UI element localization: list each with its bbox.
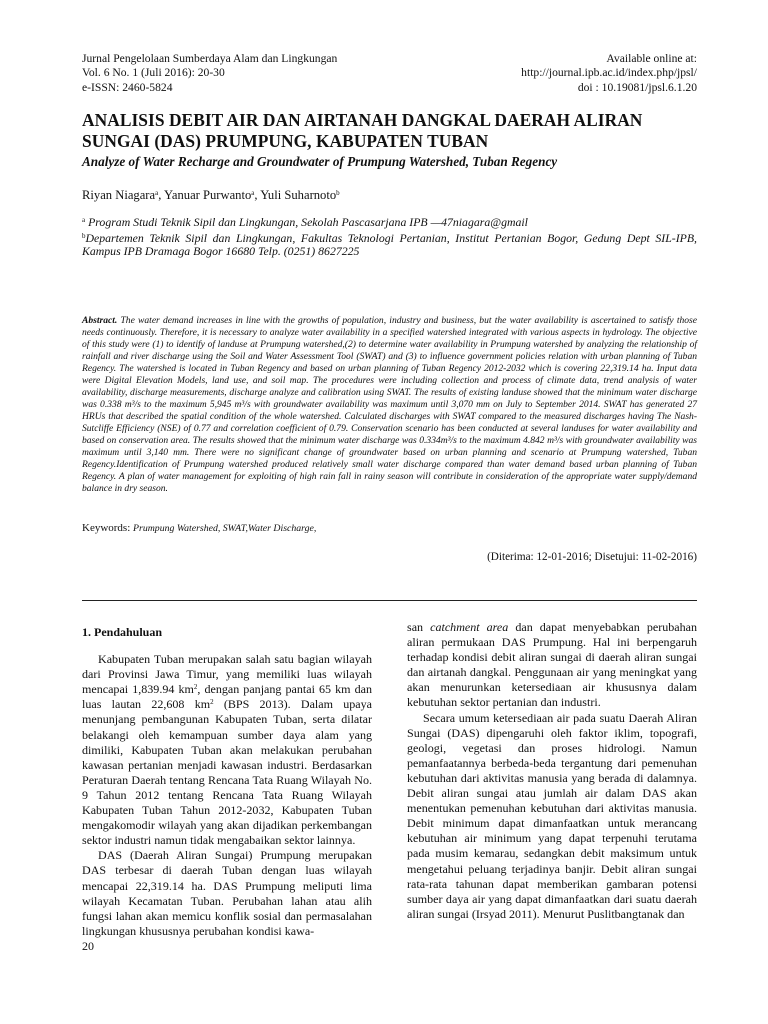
paragraph: DAS (Daerah Aliran Sungai) Prumpung merupakan DAS terbesar di daerah Tuban dengan luas wilayah mencapai 22,319.14 ha. DAS Prumpung meliputi lima wilayah Kecamatan Tuban. Perubahan lahan atau alih fungsi lahan akan memicu konflik sosial dan permasalahan lingkungan khususnya perubahan kondisi kawa-	[82, 848, 372, 938]
body-columns	[82, 620, 697, 954]
keywords-value: Prumpung Watershed, SWAT,Water Discharge,	[133, 523, 317, 535]
paper-subtitle: Analyze of Water Recharge and Groundwater of Prumpung Watershed, Tuban Regency	[82, 154, 558, 170]
author-1: Riyan Niagara	[82, 188, 156, 203]
author-sep: ,	[158, 188, 165, 203]
affiliation-b: $^b$Departemen Teknik Sipil dan Lingkungan, Fakultas Teknologi Pertanian, Institut Pertanian Bogor, Gedung Dept SIL-IPB, Kampus IPB Dramaga Bogor 16680 Telp. (0251) 8627225	[82, 230, 697, 259]
header-right	[521, 52, 697, 95]
journal-url[interactable]: http://journal.ipb.ac.id/index.php/jpsl/	[521, 66, 697, 80]
author-3: Yuli Suharnoto	[260, 188, 337, 203]
author-2: Yanuar Purwanto	[164, 188, 252, 203]
abstract	[82, 315, 697, 496]
author-list	[82, 186, 697, 203]
author-3-affil: b	[336, 189, 340, 198]
abstract-text: The water demand increases in line with the growths of population, industry and business, but the water availability is ascertained to satisfy those needs continuously. Therefore, it is necessary to analyze water availability in a specified watershed integrated with various aspects in hydrology. The objective of this study were (1) to identify of landuse at Prumpung watershed,(2) to determine water availability in Prumpung watershed by analyzing the relationship of rainfall and river discharge using the Soil and Water Assessment Tool (SWAT) and (3) to influence government policies relation with urban planning of Tuban Regency. The watershed is located in Tuban Regency and based on urban planning of Tuban Regency 2012-2032 which is covering 22,319.14 ha. Input data were Digital Elevation Models, land use, and soil map. The procedures were including collection and process of climate data, trend analysis of water availability, discharge measurements, discharge analyze and calibration using SWAT. The results of existing landuse showed that the minimum water discharge was 0.338 m³/s to the maximum 5,945 m³/s with groundwater availability was maximum until 3,070 mm on July to September 2014. SWAT has generated 27 HRUs that described the spatial condition of the whole watershed. Calculated discharges with SWAT compared to the measured discharges having The Nash-Sutcliffe Efficiency (NSE) of 0.77 and correlation coefficient of 0.79. Conservation scenario has been conducted at several landuses for water availability and based on conservation area. The results showed that the minimum water discharge was 0.334m³/s to the maximum 4.842 m³/s with groundwater availability was maximum until 3,140 mm. There were no significant change of groundwater based on urban planning and scenario at Prumpung watershed, Tuban Regency.Identification of Prumpung watershed produced relatively small water discharge compared than water demand based urban planning of Tuban Regency. A plan of water management for exploiting of high rain fall in rainy season will contribute in consideration of the appropriate water supply/demand balance in dry season.	[82, 314, 697, 495]
journal-volume: Vol. 6 No. 1 (Juli 2016): 20-30	[82, 66, 225, 80]
author-sep: ,	[254, 188, 261, 203]
paper-title-line1: ANALISIS DEBIT AIR DAN AIRTANAH DANGKAL DAERAH ALIRAN	[82, 110, 643, 131]
page-number: 20	[82, 938, 94, 953]
affiliations	[82, 214, 697, 259]
left-column	[82, 620, 372, 954]
author-1-affil: a	[155, 189, 159, 198]
journal-doi[interactable]: doi : 10.19081/jpsl.6.1.20	[577, 80, 697, 94]
paragraph: Kabupaten Tuban merupakan salah satu bagian wilayah dari Provinsi Jawa Timur, yang memiliki luas wilayah mencapai 1,839.94 $km^2$, dengan panjang pantai 65 km dan luas lautan 22,608 $km^2$ (BPS 2013). Dalam upaya menunjang pembangunan Kabupaten Tuban, serta dilatar belakangi oleh kemampuan sumber daya alam yang dimiliki, Kabupaten Tuban akan melakukan perubahan kawasan pertanian menjadi kawasan industri. Berdasarkan Peraturan Daerah tentang Rencana Tata Ruang Wilayah No. 9 Tahun 2012 tentang Rencana Tata Ruang Wilayah Kabupaten Tuban Tahun 2012-2032, Kabupaten Tuban mengakomodir wilayah yang akan dijadikan perkembangan sektor industri namun tidak mengabaikan sektor lainnya.	[82, 652, 372, 848]
journal-header	[82, 52, 697, 95]
section-divider	[82, 600, 697, 601]
abstract-label: Abstract.	[82, 314, 118, 326]
keywords	[82, 522, 697, 535]
received-accepted-dates: (Diterima: 12-01-2016; Disetujui: 11-02-2016)	[487, 551, 697, 564]
available-online: Available online at:	[606, 52, 697, 65]
keywords-label: Keywords:	[82, 522, 134, 535]
section-title: 1. Pendahuluan	[82, 625, 163, 639]
paper-page	[82, 52, 697, 564]
journal-name: Jurnal Pengelolaan Sumberdaya Alam dan Lingkungan	[82, 52, 338, 65]
paper-title	[82, 110, 697, 151]
right-column	[407, 620, 697, 954]
author-2-affil: a	[251, 189, 255, 198]
paragraph: san catchment area dan dapat menyebabkan perubahan aliran permukaan DAS Prumpung. Hal ini berpengaruh terhadap kondisi debit aliran sungai di daerah aliran sungai dan airtanah dangkal. Penggunaan air yang meningkat yang akan menurunkan ketersediaan air khususnya dalam kebutuhan sektor pertanian dan industri.	[407, 620, 697, 710]
paragraph: Secara umum ketersediaan air pada suatu Daerah Aliran Sungai (DAS) dipengaruhi oleh faktor iklim, topografi, geologi, vegetasi dan proses hidrologi. Namun pemanfaatannya berbeda-beda tergantung dari pemenuhan kebutuhan dari aktivitas manusia yang berada di dalamnya. Debit aliran sungai atau jumlah air dalam DAS akan menentukan pemenuhan kebutuhan dari aktivitas manusia. Debit minimum dapat dimanfaatkan untuk merancang kebutuhan air minimum yang dapat terpenuhi terutama pada musim kemarau, sedangkan debit maksimum untuk mengetahui peluang terjadinya banjir. Debit aliran sungai rata-rata tahunan dapat memberikan gambaran potensi sumber daya air yang dapat dimanfaatkan dari suatu daerah aliran sungai (Irsyad 2011). Menurut Puslitbangtanak dan	[407, 710, 697, 921]
journal-issn: e-ISSN: 2460-5824	[82, 80, 173, 94]
affiliation-a: $^a$ Program Studi Teknik Sipil dan Lingkungan, Sekolah Pascasarjana IPB —47niagara@gmail	[82, 215, 528, 230]
paper-title-line2: SUNGAI (DAS) PRUMPUNG, KABUPATEN TUBAN	[82, 130, 489, 151]
header-left	[82, 52, 337, 95]
